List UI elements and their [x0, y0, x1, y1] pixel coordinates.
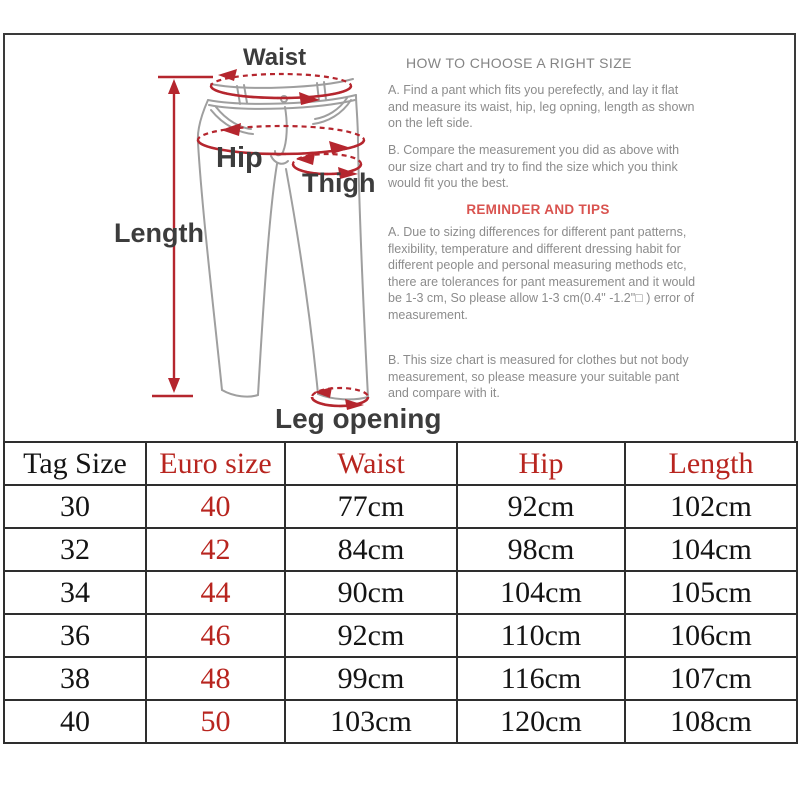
- cell-waist: 92cm: [285, 614, 457, 657]
- table-row: [4, 485, 797, 528]
- cell-waist: 103cm: [285, 700, 457, 743]
- header-tag-size: Tag Size: [4, 442, 146, 485]
- reminder-paragraph-a: A. Due to sizing differences for different pant patterns, flexibility, temperature and different dressing habit for different people and personal measuring methods etc, there are tolerances for pant measurement and it would be 1-3 cm, So please allow 1-3 cm(0.4" -1.2"□ ) error of measurement.: [388, 225, 696, 322]
- cell-length: 107cm: [625, 657, 797, 700]
- pants-diagram: [0, 33, 420, 443]
- thigh-label: Thigh: [302, 168, 376, 198]
- table-row: [4, 700, 797, 743]
- cell-length: 104cm: [625, 528, 797, 571]
- cell-waist: 84cm: [285, 528, 457, 571]
- header-hip: Hip: [457, 442, 625, 485]
- cell-length: 108cm: [625, 700, 797, 743]
- cell-hip: 98cm: [457, 528, 625, 571]
- cell-hip: 104cm: [457, 571, 625, 614]
- table-row: [4, 657, 797, 700]
- cell-hip: 110cm: [457, 614, 625, 657]
- pants-outline: [198, 79, 368, 399]
- cell-length: 106cm: [625, 614, 797, 657]
- cell-tag-size: 38: [4, 657, 146, 700]
- size-table-header-row: [4, 442, 797, 485]
- cell-euro-size: 50: [146, 700, 285, 743]
- table-row: [4, 614, 797, 657]
- length-label: Length: [114, 218, 204, 248]
- cell-tag-size: 30: [4, 485, 146, 528]
- size-table: [3, 441, 798, 744]
- cell-waist: 99cm: [285, 657, 457, 700]
- cell-tag-size: 32: [4, 528, 146, 571]
- cell-tag-size: 36: [4, 614, 146, 657]
- waist-label: Waist: [243, 44, 307, 71]
- table-row: [4, 571, 797, 614]
- cell-euro-size: 46: [146, 614, 285, 657]
- hip-label: Hip: [216, 142, 263, 174]
- cell-waist: 77cm: [285, 485, 457, 528]
- reminder-paragraph-b: B. This size chart is measured for clothes but not body measurement, so please measure your suitable pant and compare with it.: [388, 353, 689, 401]
- size-table-container: [3, 441, 798, 744]
- table-row: [4, 528, 797, 571]
- howto-title: HOW TO CHOOSE A RIGHT SIZE: [406, 55, 632, 71]
- cell-euro-size: 40: [146, 485, 285, 528]
- cell-hip: 92cm: [457, 485, 625, 528]
- reminder-title: REMINDER AND TIPS: [466, 202, 610, 217]
- header-length: Length: [625, 442, 797, 485]
- cell-waist: 90cm: [285, 571, 457, 614]
- header-euro-size: Euro size: [146, 442, 285, 485]
- cell-length: 105cm: [625, 571, 797, 614]
- cell-euro-size: 42: [146, 528, 285, 571]
- cell-euro-size: 44: [146, 571, 285, 614]
- leg-opening-label: Leg opening: [275, 403, 442, 434]
- header-waist: Waist: [285, 442, 457, 485]
- cell-hip: 116cm: [457, 657, 625, 700]
- cell-hip: 120cm: [457, 700, 625, 743]
- cell-length: 102cm: [625, 485, 797, 528]
- cell-tag-size: 34: [4, 571, 146, 614]
- cell-euro-size: 48: [146, 657, 285, 700]
- howto-paragraph-b: B. Compare the measurement you did as above with our size chart and try to find the size which you think would fit you the best.: [388, 143, 680, 191]
- howto-paragraph-a: A. Find a pant which fits you perefectly, and lay it flat and measure its waist, hip, leg opning, length as shown on the left side.: [388, 83, 695, 131]
- cell-tag-size: 40: [4, 700, 146, 743]
